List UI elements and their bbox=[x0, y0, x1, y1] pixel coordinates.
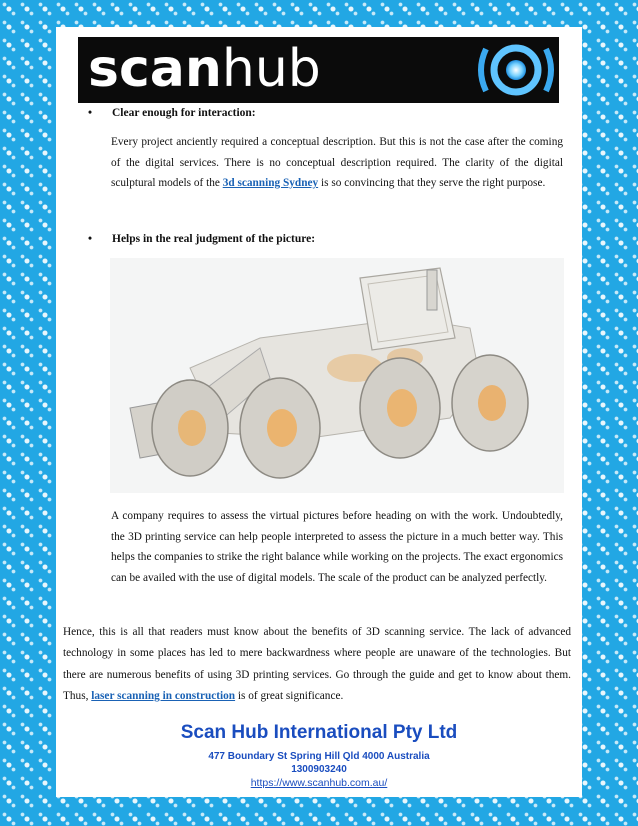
scanhub-logo bbox=[78, 37, 559, 103]
paragraph-1-text-b: is so convincing that they serve the right purpose. bbox=[318, 177, 546, 189]
logo-wordmark bbox=[88, 41, 321, 97]
wheel-loader-image bbox=[110, 258, 564, 493]
paragraph-1 bbox=[111, 132, 563, 194]
link-laser-scanning-construction[interactable]: laser scanning in construction bbox=[91, 689, 236, 702]
bullet-heading-2 bbox=[92, 233, 315, 245]
footer-address: 477 Boundary St Spring Hill Qld 4000 Australia bbox=[208, 751, 430, 762]
heading-text-1: Clear enough for interaction: bbox=[112, 107, 256, 119]
link-3d-scanning-sydney[interactable]: 3d scanning Sydney bbox=[222, 177, 319, 189]
paragraph-2: A company requires to assess the virtual pictures before heading on with the work. Undoubtedly, the 3D printing service can help people interpreted to assess the picture in a much better way. This helps the companies to strike the right balance while working on the projects. The exact ergonomics can be availed with the use of digital models. The scale of the product can be analyzed perfectly. bbox=[111, 510, 563, 584]
scanhub-logo-icon bbox=[476, 41, 556, 99]
conclusion-text-b: is of great significance. bbox=[235, 689, 344, 702]
bullet-heading-1 bbox=[92, 107, 256, 119]
conclusion-text-a: Hence, this is all that readers must know about the benefits of 3D scanning service. The lack of advanced technology in some places has led to mere backwardness where people are unaware of the technologies. But there are numerous benefits of using 3D printing services. Go through the guide and get to know about them. Thus, bbox=[63, 626, 571, 702]
footer-website-link[interactable]: https://www.scanhub.com.au/ bbox=[250, 777, 388, 789]
footer-phone: 1300903240 bbox=[291, 764, 347, 775]
logo-hub-text: hub bbox=[221, 39, 321, 99]
footer-company-name: Scan Hub International Pty Ltd bbox=[180, 722, 458, 743]
paragraph-1-text-a: Every project anciently required a conceptual description. But this is not the case after the coming of the digital services. There is no conceptual description required. The clarity of the digital sculptural models of the bbox=[111, 136, 563, 189]
heading-text-2: Helps in the real judgment of the picture: bbox=[112, 233, 316, 245]
logo-scan-text: scan bbox=[88, 39, 222, 99]
conclusion-paragraph bbox=[63, 622, 571, 707]
